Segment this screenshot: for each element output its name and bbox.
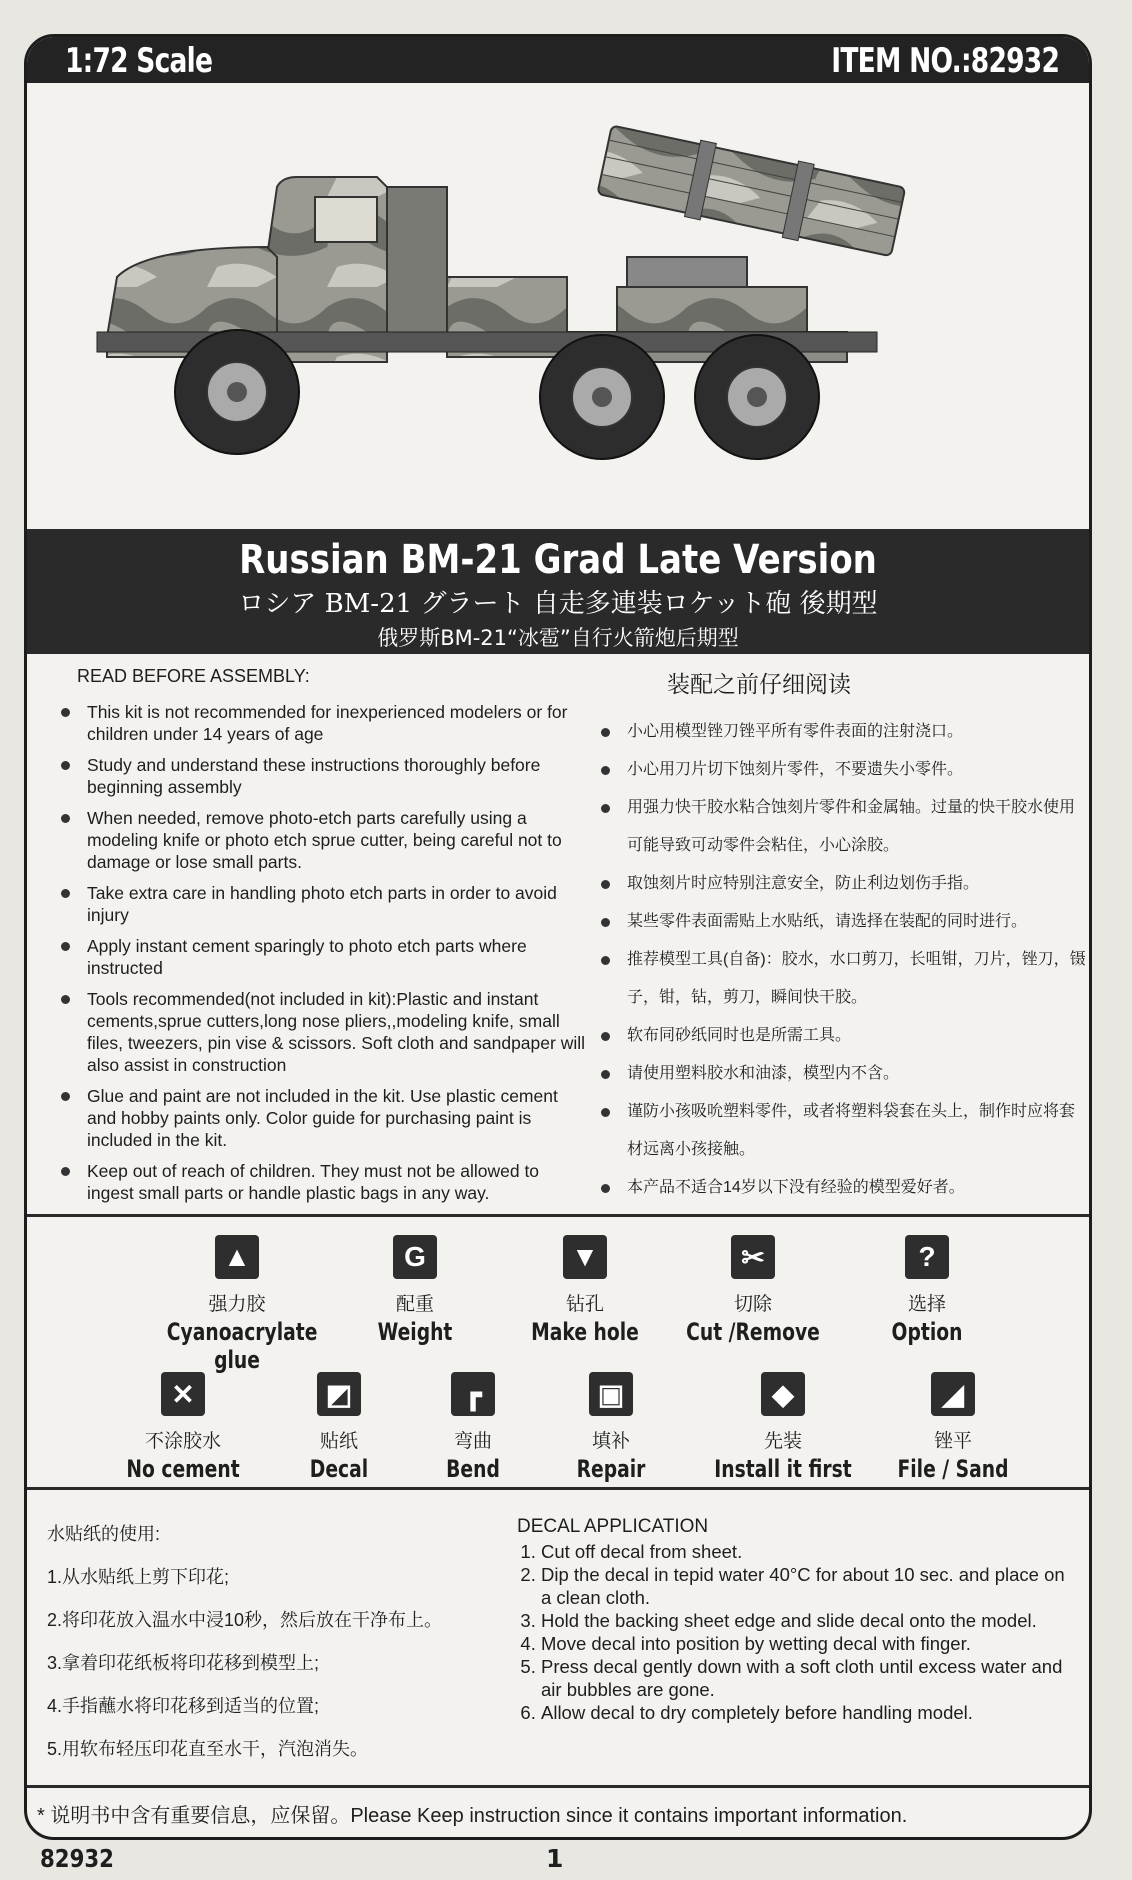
header-bar bbox=[27, 37, 1089, 83]
legend-cn: 切除 bbox=[733, 1294, 772, 1315]
bend-icon: ┏ bbox=[451, 1372, 495, 1416]
decal-heading-en: DECAL APPLICATION bbox=[517, 1516, 709, 1537]
symbol-legend bbox=[27, 1217, 1089, 1507]
list-item: 1.从水贴纸上剪下印花; bbox=[47, 1567, 230, 1587]
list-item: Tools recommended(not included in kit):Plastic and instant cements,sprue cutters,long nose pliers,,modeling knife, small files, tweezers, pin vise & scissors. Soft cloth and sandpaper will also assist in construction bbox=[47, 988, 587, 1076]
legend-cn: 填补 bbox=[591, 1431, 630, 1452]
no-cement-icon: ✕ bbox=[161, 1372, 205, 1416]
read-before-heading-en: READ BEFORE ASSEMBLY: bbox=[77, 666, 310, 686]
list-item: 用强力快干胶水粘合蚀刻片零件和金属轴。过量的快干胶水使用可能导致可动零件会粘住，小心涂胶。 bbox=[587, 789, 1087, 865]
list-item: This kit is not recommended for inexperienced modelers or for children under 14 years of age bbox=[47, 701, 587, 745]
section-divider bbox=[27, 1785, 1089, 1788]
decal-section bbox=[27, 1510, 1089, 1790]
section-divider bbox=[27, 1487, 1089, 1490]
legend-item bbox=[495, 1235, 675, 1346]
weight-icon: G bbox=[393, 1235, 437, 1279]
legend-cn: 贴纸 bbox=[319, 1431, 358, 1452]
scale-label: 1:72 Scale bbox=[65, 41, 213, 81]
legend-item bbox=[147, 1235, 327, 1374]
legend-en: Bend bbox=[446, 1455, 500, 1483]
title-cn: 俄罗斯BM-21“冰雹”自行火箭炮后期型 bbox=[377, 626, 739, 650]
decal-instructions-cn bbox=[47, 1520, 527, 1778]
list-item: 3. Hold the backing sheet edge and slide decal onto the model. bbox=[541, 1609, 1077, 1632]
legend-en: No cement bbox=[126, 1455, 240, 1483]
legend-en: File / Sand bbox=[897, 1455, 1009, 1483]
legend-en: Install it first bbox=[714, 1455, 852, 1483]
legend-cn: 不涂胶水 bbox=[144, 1431, 221, 1452]
page-number: 1 bbox=[546, 1844, 564, 1873]
legend-item bbox=[93, 1372, 273, 1483]
read-before-en bbox=[47, 666, 587, 1213]
legend-en: Make hole bbox=[531, 1318, 639, 1346]
decal-instructions-en bbox=[517, 1516, 1077, 1724]
rocket-launcher bbox=[596, 122, 906, 261]
glue-icon: ▲ bbox=[215, 1235, 259, 1279]
list-item: Glue and paint are not included in the kit. Use plastic cement and hobby paints only. Color guide for purchasing paint is included in the kit. bbox=[47, 1085, 587, 1151]
title-jp: ロシア BM-21 グラート 自走多連装ロケット砲 後期型 bbox=[238, 589, 878, 619]
legend-item bbox=[693, 1372, 873, 1483]
list-item: 软布同砂纸同时也是所需工具。 bbox=[587, 1017, 1087, 1055]
read-before-heading-cn: 装配之前仔细阅读 bbox=[667, 672, 851, 698]
footer-note: * 说明书中含有重要信息，应保留。Please Keep instruction since it contains important information. bbox=[37, 1805, 908, 1827]
drill-icon: ▼ bbox=[563, 1235, 607, 1279]
list-item: 4. Move decal into position by wetting decal with finger. bbox=[541, 1632, 1077, 1655]
legend-cn: 锉平 bbox=[933, 1431, 972, 1452]
legend-item bbox=[863, 1372, 1043, 1483]
file-sand-icon: ◢ bbox=[931, 1372, 975, 1416]
legend-en: Decal bbox=[309, 1455, 369, 1483]
legend-en: Repair bbox=[576, 1455, 646, 1483]
list-item: 5.用软布轻压印花直至水干，汽泡消失。 bbox=[47, 1739, 369, 1759]
item-number: ITEM NO.:82932 bbox=[831, 41, 1059, 81]
list-item: 取蚀刻片时应特别注意安全，防止利边划伤手指。 bbox=[587, 865, 1087, 903]
list-item: When needed, remove photo-etch parts carefully using a modeling knife or photo etch sprue cutter, being careful not to damage or lose small parts. bbox=[47, 807, 587, 873]
legend-item bbox=[325, 1235, 505, 1346]
list-item: 3.拿着印花纸板将印花移到模型上; bbox=[47, 1653, 320, 1673]
decal-heading-cn: 水贴纸的使用: bbox=[47, 1524, 161, 1544]
list-item: 6. Allow decal to dry completely before handling model. bbox=[541, 1701, 1077, 1724]
question-icon: ? bbox=[905, 1235, 949, 1279]
legend-cn: 强力胶 bbox=[208, 1294, 266, 1315]
read-before-cn bbox=[587, 666, 1087, 1207]
list-item: 请使用塑料胶水和油漆，模型内不含。 bbox=[587, 1055, 1087, 1093]
legend-cn: 弯曲 bbox=[453, 1431, 492, 1452]
list-item: Apply instant cement sparingly to photo etch parts where instructed bbox=[47, 935, 587, 979]
legend-en: Cut /Remove bbox=[686, 1318, 820, 1346]
legend-cn: 配重 bbox=[395, 1294, 434, 1315]
title-en: Russian BM-21 Grad Late Version bbox=[239, 537, 877, 583]
list-item: 4.手指蘸水将印花移到适当的位置; bbox=[47, 1696, 320, 1716]
legend-item bbox=[521, 1372, 701, 1483]
list-item: Keep out of reach of children. They must not be allowed to ingest small parts or handle plastic bags in any way. bbox=[47, 1160, 587, 1204]
list-item: 2. Dip the decal in tepid water 40°C for about 10 sec. and place on a clean cloth. bbox=[541, 1563, 1077, 1609]
read-before-section bbox=[27, 654, 1089, 1214]
legend-item bbox=[837, 1235, 1017, 1346]
list-item: 谨防小孩吸吮塑料零件，或者将塑料袋套在头上，制作时应将套材远离小孩接触。 bbox=[587, 1093, 1087, 1169]
footer-code: 82932 bbox=[40, 1844, 114, 1873]
list-item: 小心用模型锉刀锉平所有零件表面的注射浇口。 bbox=[587, 713, 1087, 751]
legend-en: Cyanoacrylate glue bbox=[166, 1318, 318, 1374]
legend-cn: 选择 bbox=[907, 1294, 946, 1315]
instruction-frame bbox=[24, 34, 1092, 1840]
legend-en: Option bbox=[891, 1318, 963, 1346]
repair-icon: ▣ bbox=[589, 1372, 633, 1416]
legend-cn: 钻孔 bbox=[565, 1294, 604, 1315]
list-item: Take extra care in handling photo etch parts in order to avoid injury bbox=[47, 882, 587, 926]
cut-icon: ✂ bbox=[731, 1235, 775, 1279]
legend-cn: 先装 bbox=[763, 1431, 802, 1452]
list-item: 2.将印花放入温水中浸10秒，然后放在干净布上。 bbox=[47, 1610, 443, 1630]
title-banner bbox=[27, 529, 1089, 654]
list-item: 某些零件表面需贴上水贴纸，请选择在装配的同时进行。 bbox=[587, 903, 1087, 941]
truck-illustration bbox=[87, 107, 1047, 547]
list-item: Study and understand these instructions thoroughly before beginning assembly bbox=[47, 754, 587, 798]
legend-en: Weight bbox=[377, 1318, 453, 1346]
list-item: 推荐模型工具(自备)：胶水，水口剪刀，长咀钳，刀片，锉刀，镊子，钳，钻，剪刀，瞬间快干胶。 bbox=[587, 941, 1087, 1017]
decal-icon: ◩ bbox=[317, 1372, 361, 1416]
list-item: 本产品不适合14岁以下没有经验的模型爱好者。 bbox=[587, 1169, 1087, 1207]
install-first-icon: ◆ bbox=[761, 1372, 805, 1416]
legend-item bbox=[663, 1235, 843, 1346]
list-item: 1. Cut off decal from sheet. bbox=[541, 1540, 1077, 1563]
list-item: 小心用刀片切下蚀刻片零件，不要遗失小零件。 bbox=[587, 751, 1087, 789]
list-item: 5. Press decal gently down with a soft cloth until excess water and air bubbles are gone. bbox=[541, 1655, 1077, 1701]
